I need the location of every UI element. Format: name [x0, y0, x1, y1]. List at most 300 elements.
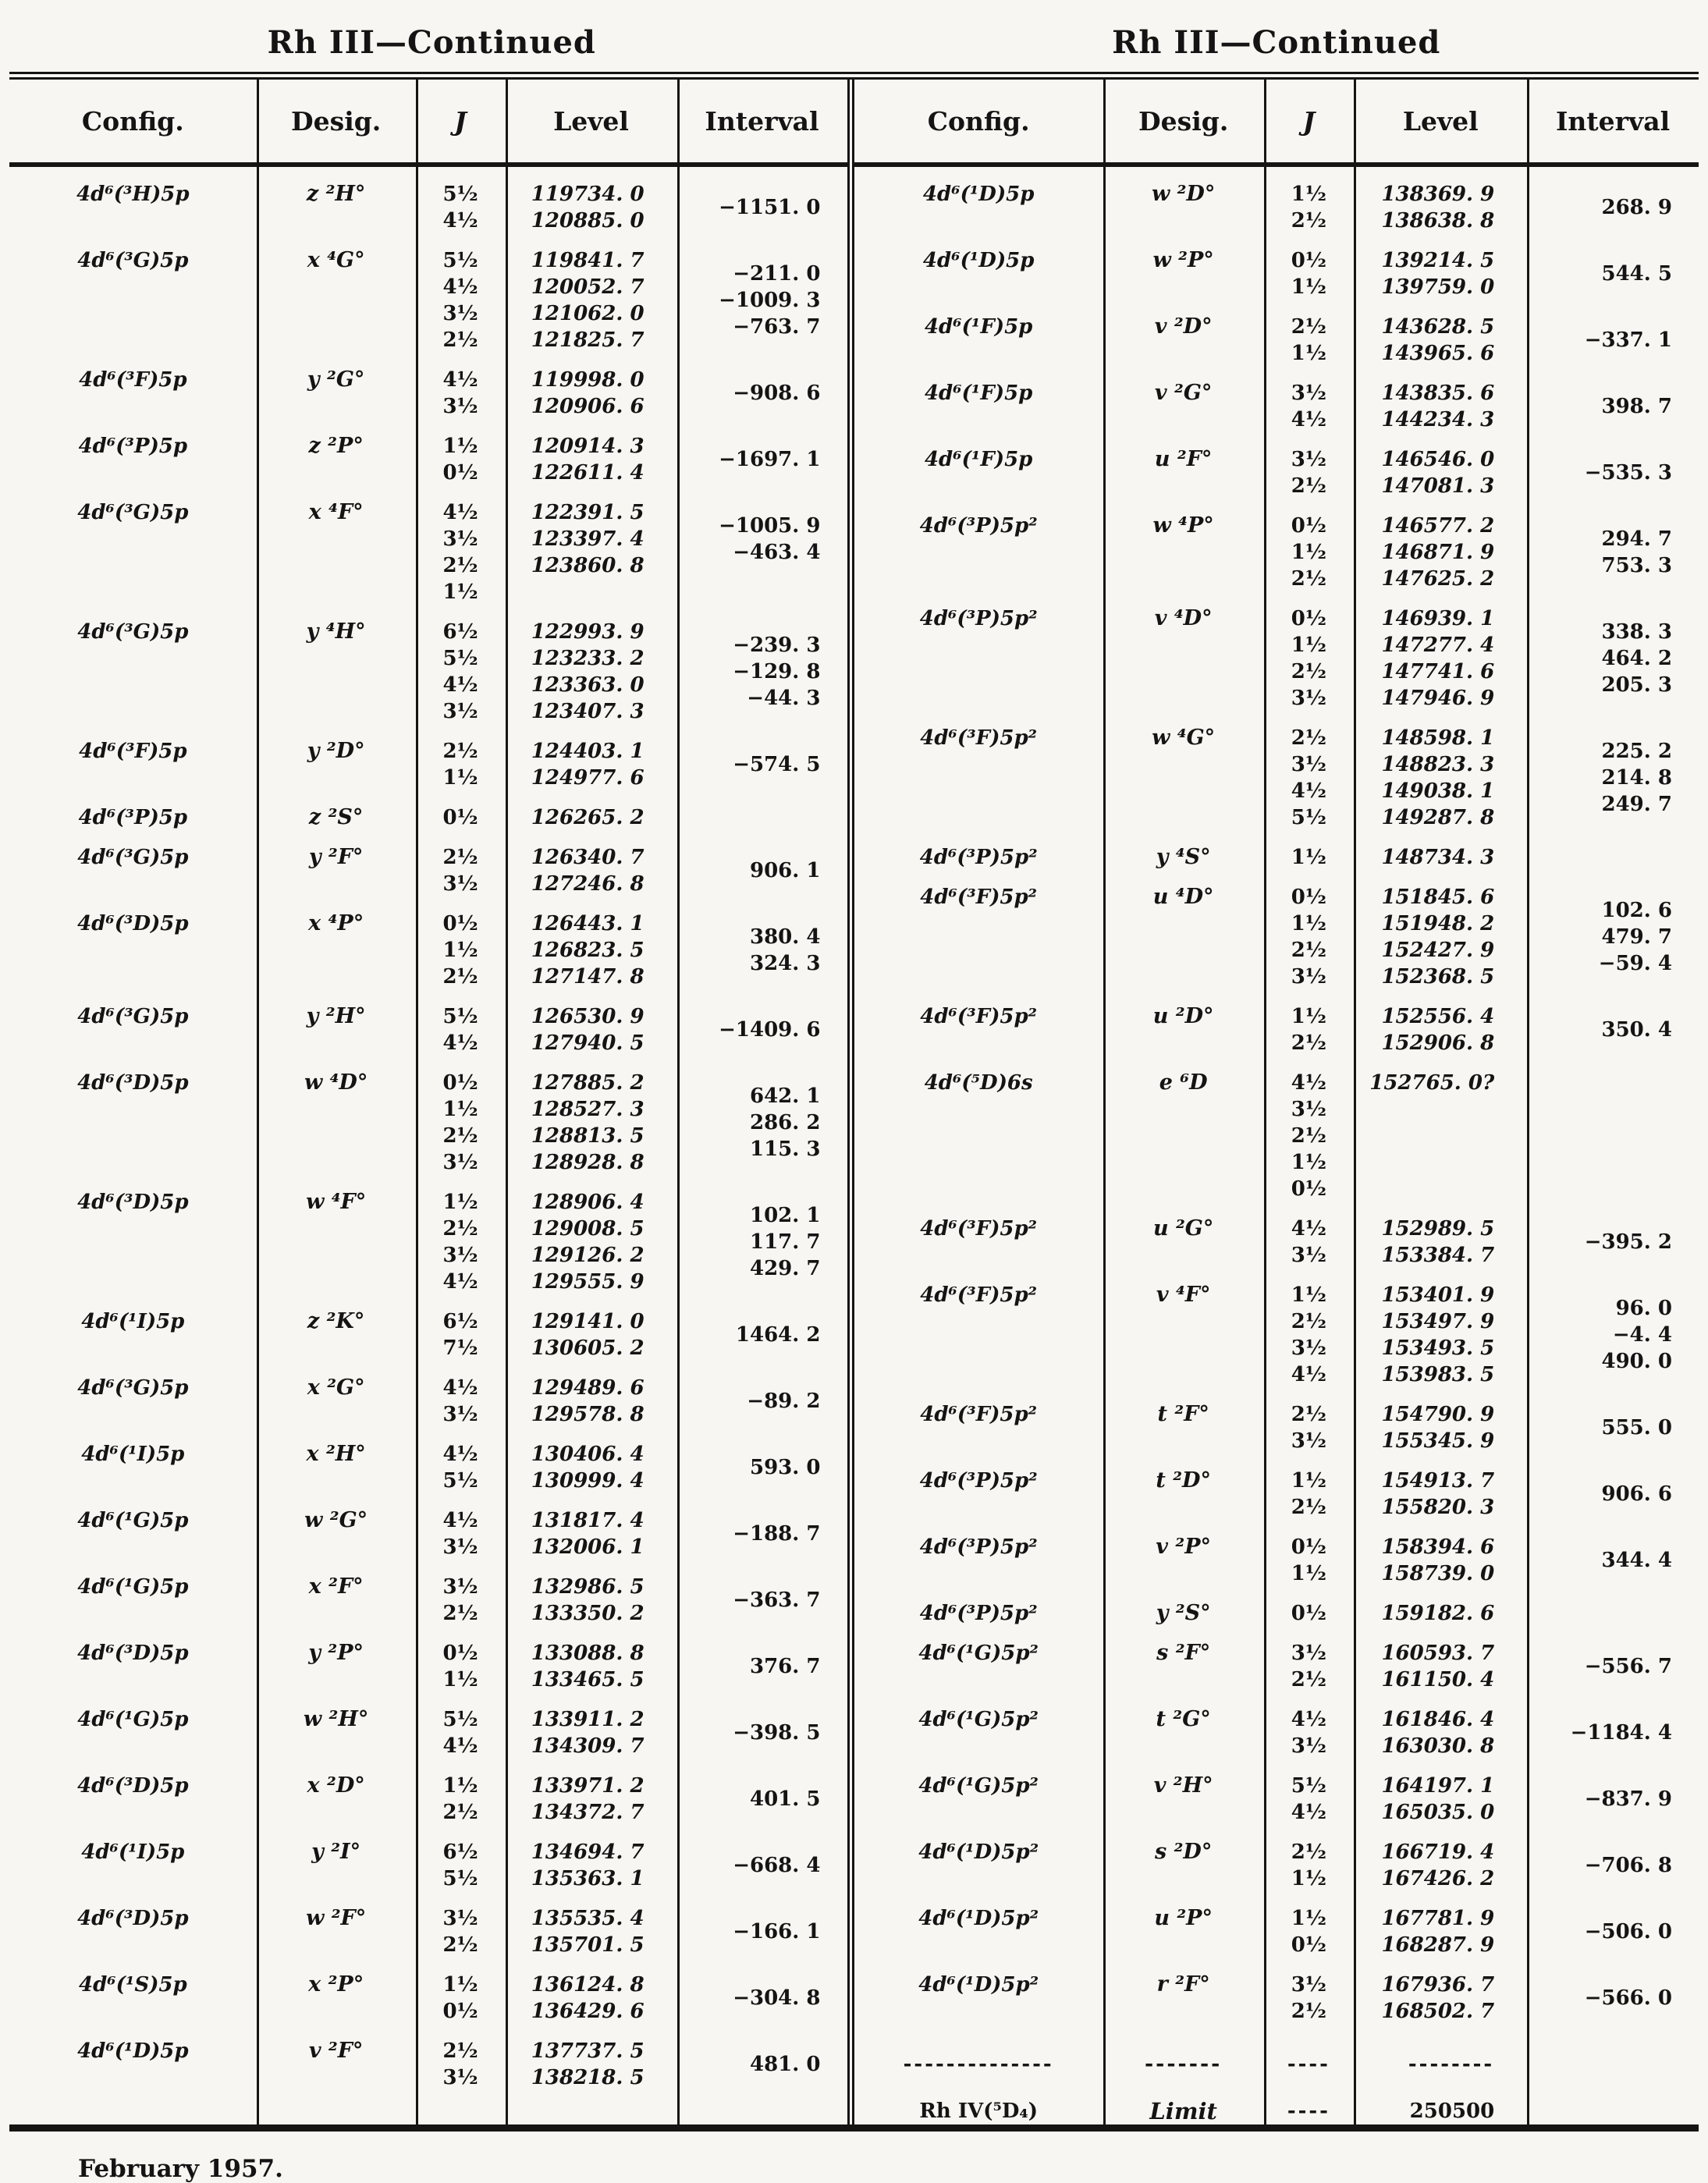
j-value: 3½	[442, 1535, 478, 1559]
config-cell: 4d⁶(¹G)5p	[77, 1509, 189, 1532]
level-cell	[505, 1375, 676, 1428]
j-value: 4½	[1291, 1363, 1327, 1386]
level-value: 123363. 0	[531, 673, 644, 697]
config-cell: 4d⁶(³D)5p	[77, 1191, 189, 1214]
level-value	[1354, 1176, 1494, 1202]
table-body	[854, 167, 1699, 2124]
level-cell	[505, 433, 676, 486]
j-value: 5½	[442, 249, 478, 272]
term-group-row	[9, 1839, 847, 1892]
column-rule	[506, 80, 508, 2124]
term-group-row	[9, 1773, 847, 1826]
interval-value: 102. 6	[1601, 899, 1672, 922]
j-cell	[1264, 884, 1355, 990]
level-cell	[505, 1441, 676, 1494]
level-value: 135363. 1	[531, 1867, 644, 1890]
j-value: 1½	[442, 939, 478, 962]
j-cell	[416, 1308, 506, 1361]
designation-cell: s ²D°	[1154, 1840, 1213, 1864]
interval-value: −398. 5	[733, 1721, 821, 1745]
interval-cell	[677, 1839, 847, 1892]
designation-cell: w ²F°	[306, 1906, 367, 1930]
level-cell	[1354, 446, 1527, 499]
interval-value: −463. 4	[733, 541, 821, 564]
interval-value: 593. 0	[749, 1456, 821, 1479]
column-header-desig: Desig.	[291, 105, 382, 137]
j-value: 2½	[442, 965, 478, 989]
level-value: 132006. 1	[531, 1535, 644, 1559]
interval-cell	[1527, 1216, 1699, 1269]
term-group-row	[854, 314, 1699, 367]
level-value: 155820. 3	[1381, 1496, 1495, 1519]
designation-cell: w ²G°	[304, 1508, 368, 1532]
level-cell	[505, 1003, 676, 1056]
interval-value: −129. 8	[733, 660, 821, 683]
level-cell	[1354, 1401, 1527, 1454]
config-cell: 4d⁶(³P)5p²	[919, 607, 1038, 630]
config-cell: 4d⁶(³G)5p	[77, 620, 189, 644]
j-value: 4½	[442, 275, 478, 299]
j-value: 1½	[1291, 342, 1327, 365]
term-group-row	[854, 1773, 1699, 1826]
interval-cell	[1527, 1640, 1699, 1693]
j-value: 1½	[1291, 846, 1327, 869]
j-cell	[416, 1773, 506, 1826]
j-cell	[1264, 1839, 1355, 1892]
level-value: 138369. 9	[1381, 183, 1495, 206]
interval-cell	[1527, 2051, 1699, 2078]
designation-cell: z ²P°	[308, 434, 364, 458]
level-cell	[1354, 181, 1527, 234]
j-value: 0½	[1291, 249, 1327, 272]
column-header-interval: Interval	[1556, 105, 1671, 137]
designation-cell: r ²F°	[1156, 1972, 1210, 1997]
level-value: 146577. 2	[1381, 514, 1495, 538]
config-cell: 4d⁶(¹D)5p²	[918, 1840, 1039, 1864]
interval-cell	[1527, 314, 1699, 367]
interval-cell	[677, 1507, 847, 1560]
interval-cell	[677, 1189, 847, 1295]
config-cell: 4d⁶(³F)5p²	[920, 1217, 1038, 1241]
j-cell	[416, 1070, 506, 1176]
level-value: 132986. 5	[531, 1575, 644, 1599]
designation-cell: t ²F°	[1157, 1402, 1209, 1426]
column-header-j: J	[454, 105, 467, 137]
j-value: 2½	[1291, 1668, 1327, 1691]
level-value: 147625. 2	[1381, 567, 1495, 591]
level-value: 123397. 4	[531, 527, 644, 551]
j-value: 3½	[1291, 1098, 1327, 1121]
level-value: 129489. 6	[531, 1376, 644, 1400]
j-value: 4½	[442, 1509, 478, 1532]
config-cell: 4d⁶(¹D)5p²	[918, 1907, 1039, 1930]
interval-cell	[1527, 844, 1699, 871]
interval-value: −574. 5	[733, 753, 821, 776]
interval-cell	[1527, 181, 1699, 234]
level-value: 160593. 7	[1381, 1642, 1495, 1665]
designation-cell: u ²G°	[1152, 1216, 1214, 1241]
designation-cell: x ²G°	[307, 1375, 365, 1400]
level-value: 146546. 0	[1381, 448, 1495, 471]
level-value: 147277. 4	[1381, 634, 1495, 657]
j-value: 4½	[442, 209, 478, 232]
level-value: 148734. 3	[1381, 846, 1495, 869]
designation-cell: w ⁴F°	[306, 1190, 367, 1214]
level-value: 161150. 4	[1381, 1668, 1495, 1691]
table-title-left: Rh III—Continued	[267, 23, 596, 61]
j-value: 3½	[1291, 753, 1327, 776]
term-group-row	[854, 884, 1699, 990]
level-value: 143835. 6	[1381, 382, 1495, 405]
level-value: 148598. 1	[1381, 726, 1495, 750]
interval-cell	[677, 2038, 847, 2091]
term-group-row	[9, 1507, 847, 1560]
interval-value: −908. 6	[733, 382, 821, 405]
level-value: 149287. 8	[1381, 806, 1495, 829]
j-cell	[1264, 1905, 1355, 1958]
interval-cell	[1527, 1905, 1699, 1958]
level-cell	[505, 1972, 676, 2025]
interval-value: 906. 1	[749, 859, 821, 882]
designation-cell: y ²G°	[307, 367, 365, 392]
j-value: 3½	[1291, 1244, 1327, 1267]
config-cell: 4d⁶(³P)5p²	[919, 1535, 1038, 1559]
level-cell	[1354, 513, 1527, 592]
config-cell: 4d⁶(³F)5p²	[920, 726, 1038, 750]
j-value: 1½	[442, 1774, 478, 1798]
j-value: 4½	[442, 1734, 478, 1758]
level-value: 166719. 4	[1381, 1840, 1495, 1864]
j-value: 3½	[1291, 965, 1327, 989]
level-value: 147741. 6	[1381, 660, 1495, 683]
j-value: 4½	[442, 1031, 478, 1055]
interval-value: 753. 3	[1601, 554, 1672, 577]
j-value: 2½	[1291, 1124, 1327, 1148]
j-value: 3½	[442, 302, 478, 325]
j-value: 2½	[442, 1217, 478, 1241]
designation-cell: w ²P°	[1152, 248, 1214, 272]
level-value: 129126. 2	[531, 1244, 644, 1267]
interval-cell	[1527, 1773, 1699, 1826]
j-cell	[1264, 446, 1355, 499]
j-cell	[416, 1189, 506, 1295]
config-cell: 4d⁶(³F)5p	[79, 740, 187, 763]
j-cell	[1264, 844, 1355, 871]
interval-value: −763. 7	[733, 315, 821, 339]
term-group-row	[854, 1706, 1699, 1759]
level-cell	[1354, 2051, 1527, 2078]
level-value: 133350. 2	[531, 1602, 644, 1625]
j-cell	[416, 433, 506, 486]
j-value: 0½	[1291, 1535, 1327, 1559]
interval-value: 338. 3	[1601, 620, 1672, 644]
j-value: 5½	[1291, 806, 1327, 829]
interval-cell	[1527, 247, 1699, 300]
config-cell: 4d⁶(¹F)5p	[924, 315, 1033, 339]
level-value: 144234. 3	[1381, 408, 1495, 431]
level-value: 158394. 6	[1381, 1535, 1495, 1559]
designation-cell: u ²D°	[1152, 1004, 1214, 1028]
j-cell	[1264, 1070, 1355, 1202]
level-cell	[505, 1574, 676, 1627]
j-value: 2½	[1291, 567, 1327, 591]
j-value: 5½	[442, 1867, 478, 1890]
level-cell	[505, 1706, 676, 1759]
interval-value: −337. 1	[1584, 328, 1672, 352]
interval-cell	[1527, 446, 1699, 499]
j-value: 2½	[442, 554, 478, 577]
j-value: 2½	[1291, 1031, 1327, 1055]
j-value: 2½	[442, 328, 478, 352]
designation-cell: Limit	[1149, 2098, 1217, 2124]
j-value: 1½	[442, 1668, 478, 1691]
interval-cell	[677, 910, 847, 990]
interval-value: −706. 8	[1584, 1854, 1672, 1877]
config-cell: 4d⁶(¹I)5p	[81, 1840, 185, 1864]
designation-cell: y ²H°	[306, 1004, 366, 1028]
column-header-desig: Desig.	[1138, 105, 1229, 137]
designation-cell: w ⁴G°	[1152, 726, 1216, 750]
j-value: 5½	[442, 1469, 478, 1493]
term-group-row	[854, 181, 1699, 234]
level-value: 133088. 8	[531, 1642, 644, 1665]
j-value: 3½	[442, 527, 478, 551]
interval-cell	[677, 1574, 847, 1627]
designation-cell: w ²D°	[1151, 182, 1216, 206]
interval-cell	[677, 1773, 847, 1826]
interval-cell	[1527, 1468, 1699, 1521]
level-value: 134309. 7	[531, 1734, 644, 1758]
level-value: 167426. 2	[1381, 1867, 1495, 1890]
level-value: 129008. 5	[531, 1217, 644, 1241]
term-group-row	[9, 1003, 847, 1056]
level-value: 147081. 3	[1381, 474, 1495, 498]
designation-cell: w ⁴D°	[304, 1070, 368, 1095]
term-group-row	[854, 725, 1699, 831]
interval-value: −506. 0	[1584, 1920, 1672, 1943]
designation-cell: y ²S°	[1156, 1601, 1211, 1625]
level-value: 128527. 3	[531, 1098, 644, 1121]
j-value: 3½	[1291, 1642, 1327, 1665]
table-body	[9, 167, 847, 2124]
level-cell	[505, 2038, 676, 2091]
interval-cell	[1527, 1003, 1699, 1056]
interval-cell	[1527, 1070, 1699, 1202]
j-cell	[416, 1839, 506, 1892]
config-cell: 4d⁶(⁵D)6s	[924, 1071, 1033, 1095]
interval-cell	[1527, 1600, 1699, 1627]
level-value: 158739. 0	[1381, 1562, 1495, 1585]
level-value: 149038. 1	[1381, 779, 1495, 803]
level-cell	[1354, 1640, 1527, 1693]
interval-value: 117. 7	[749, 1230, 821, 1254]
level-value: 126265. 2	[531, 806, 644, 829]
level-value: 121825. 7	[531, 328, 644, 352]
j-cell	[1264, 181, 1355, 234]
j-value: 4½	[442, 1376, 478, 1400]
j-value: 1½	[1291, 1562, 1327, 1585]
designation-cell: x ²F°	[308, 1574, 364, 1599]
interval-value: −556. 7	[1584, 1655, 1672, 1678]
level-cell	[1354, 725, 1527, 831]
level-cell	[505, 1507, 676, 1560]
level-value: 126340. 7	[531, 846, 644, 869]
level-value: 138638. 8	[1381, 209, 1495, 232]
level-value: 120052. 7	[531, 275, 644, 299]
level-value: 122391. 5	[531, 501, 644, 524]
level-value: 124403. 1	[531, 740, 644, 763]
j-value: 1½	[442, 1191, 478, 1214]
level-value: 119998. 0	[531, 368, 644, 392]
level-cell	[505, 804, 676, 831]
term-group-row	[854, 247, 1699, 300]
level-value: 153497. 9	[1381, 1310, 1495, 1333]
level-cell	[1354, 1706, 1527, 1759]
level-cell	[1354, 1468, 1527, 1521]
j-value: 4½	[1291, 1801, 1327, 1824]
j-value: 0½	[1291, 1177, 1327, 1201]
designation-cell: v ⁴D°	[1154, 606, 1213, 630]
interval-cell	[1527, 1282, 1699, 1388]
interval-cell	[677, 247, 847, 353]
level-value: 153401. 9	[1381, 1283, 1495, 1307]
j-cell	[1264, 247, 1355, 300]
level-value	[505, 579, 644, 605]
right-table-half	[854, 80, 1699, 2124]
term-group-row	[854, 1003, 1699, 1056]
j-value: 2½	[442, 1602, 478, 1625]
j-value: 5½	[442, 183, 478, 206]
level-cell	[505, 1189, 676, 1295]
level-cell	[505, 1905, 676, 1958]
j-cell	[416, 804, 506, 831]
level-value: 154790. 9	[1381, 1403, 1495, 1426]
j-cell	[416, 2038, 506, 2091]
level-value: 136124. 8	[531, 1973, 644, 1997]
config-cell: 4d⁶(³P)5p²	[919, 514, 1038, 538]
config-cell: 4d⁶(¹F)5p	[924, 448, 1033, 471]
term-group-row	[9, 1972, 847, 2025]
interval-cell	[1527, 1534, 1699, 1587]
level-value: 152765. 0?	[1369, 1071, 1495, 1095]
j-cell	[416, 1441, 506, 1494]
j-value: 4½	[442, 1443, 478, 1466]
level-value: 120914. 3	[531, 435, 644, 458]
j-value: 0½	[442, 1071, 478, 1095]
term-group-row	[854, 446, 1699, 499]
interval-cell	[1527, 1401, 1699, 1454]
config-cell: 4d⁶(¹G)5p²	[918, 1708, 1039, 1731]
level-value: 168502. 7	[1381, 2000, 1495, 2023]
term-group-row	[854, 1972, 1699, 2025]
level-value: --------	[1408, 2053, 1495, 2076]
level-value: 121062. 0	[531, 302, 644, 325]
level-cell	[1354, 844, 1527, 871]
interval-cell	[677, 499, 847, 605]
designation-cell: e ⁶D	[1159, 1070, 1208, 1095]
level-value: 139214. 5	[1381, 249, 1495, 272]
j-value: 2½	[1291, 1403, 1327, 1426]
term-group-row	[854, 513, 1699, 592]
interval-value: −668. 4	[733, 1854, 821, 1877]
level-cell	[505, 499, 676, 605]
level-value	[1354, 1149, 1494, 1176]
j-value: 2½	[1291, 1840, 1327, 1864]
j-value: 3½	[1291, 1734, 1327, 1758]
interval-value: 642. 1	[749, 1084, 821, 1108]
j-cell	[1264, 2098, 1355, 2124]
designation-cell: v ²H°	[1153, 1773, 1213, 1798]
j-value: 0½	[442, 2000, 478, 2023]
config-cell: 4d⁶(³F)5p²	[920, 1005, 1038, 1028]
term-group-row	[854, 1905, 1699, 1958]
config-cell: 4d⁶(³F)5p²	[920, 1283, 1038, 1307]
j-value: 1½	[442, 1973, 478, 1997]
j-value: 0½	[442, 806, 478, 829]
level-value: 153384. 7	[1381, 1244, 1495, 1267]
interval-value: 906. 6	[1601, 1482, 1672, 1506]
config-cell: 4d⁶(³D)5p	[77, 1071, 189, 1095]
designation-cell: x ²P°	[308, 1972, 364, 1997]
j-cell	[1264, 2051, 1355, 2078]
level-value: 131817. 4	[531, 1509, 644, 1532]
level-value: 165035. 0	[1381, 1801, 1495, 1824]
level-value: 167781. 9	[1381, 1907, 1495, 1930]
j-cell	[1264, 1534, 1355, 1587]
interval-cell	[677, 844, 847, 897]
level-value: 153983. 5	[1381, 1363, 1495, 1386]
term-group-row	[854, 1600, 1699, 1627]
j-value: 1½	[442, 435, 478, 458]
level-value	[1354, 1096, 1494, 1123]
interval-value: −89. 2	[747, 1390, 821, 1413]
page-titles	[9, 12, 1699, 72]
j-value: ----	[1287, 2053, 1330, 2076]
interval-cell	[1527, 1972, 1699, 2025]
level-value: 126443. 1	[531, 912, 644, 935]
designation-cell: x ⁴F°	[308, 500, 364, 524]
designation-cell: w ⁴P°	[1152, 513, 1214, 538]
term-group-row	[854, 1468, 1699, 1521]
j-cell	[1264, 1972, 1355, 2025]
j-value: 1½	[1291, 183, 1327, 206]
level-value: 136429. 6	[531, 2000, 644, 2023]
level-value: 127147. 8	[531, 965, 644, 989]
term-group-row	[854, 844, 1699, 871]
level-value: 133465. 5	[531, 1668, 644, 1691]
level-cell	[1354, 1972, 1527, 2025]
interval-cell	[677, 1070, 847, 1176]
j-value: 5½	[1291, 1774, 1327, 1798]
level-cell	[505, 1773, 676, 1826]
level-value: 155345. 9	[1381, 1429, 1495, 1453]
designation-cell: t ²D°	[1156, 1468, 1211, 1493]
energy-level-table-right	[854, 80, 1699, 2124]
j-value: 4½	[442, 501, 478, 524]
column-header-level: Level	[1402, 105, 1479, 137]
interval-value: −1009. 3	[719, 289, 821, 312]
j-value: 1½	[1291, 1151, 1327, 1174]
j-value: 2½	[442, 740, 478, 763]
interval-value: 102. 1	[749, 1204, 821, 1227]
level-value: 134694. 7	[531, 1840, 644, 1864]
config-cell: 4d⁶(³P)5p²	[919, 1602, 1038, 1625]
level-value: 250500	[1409, 2100, 1495, 2123]
level-value: 123233. 2	[531, 647, 644, 670]
j-value: 2½	[1291, 660, 1327, 683]
j-value: 4½	[1291, 1217, 1327, 1241]
term-group-row	[854, 1282, 1699, 1388]
